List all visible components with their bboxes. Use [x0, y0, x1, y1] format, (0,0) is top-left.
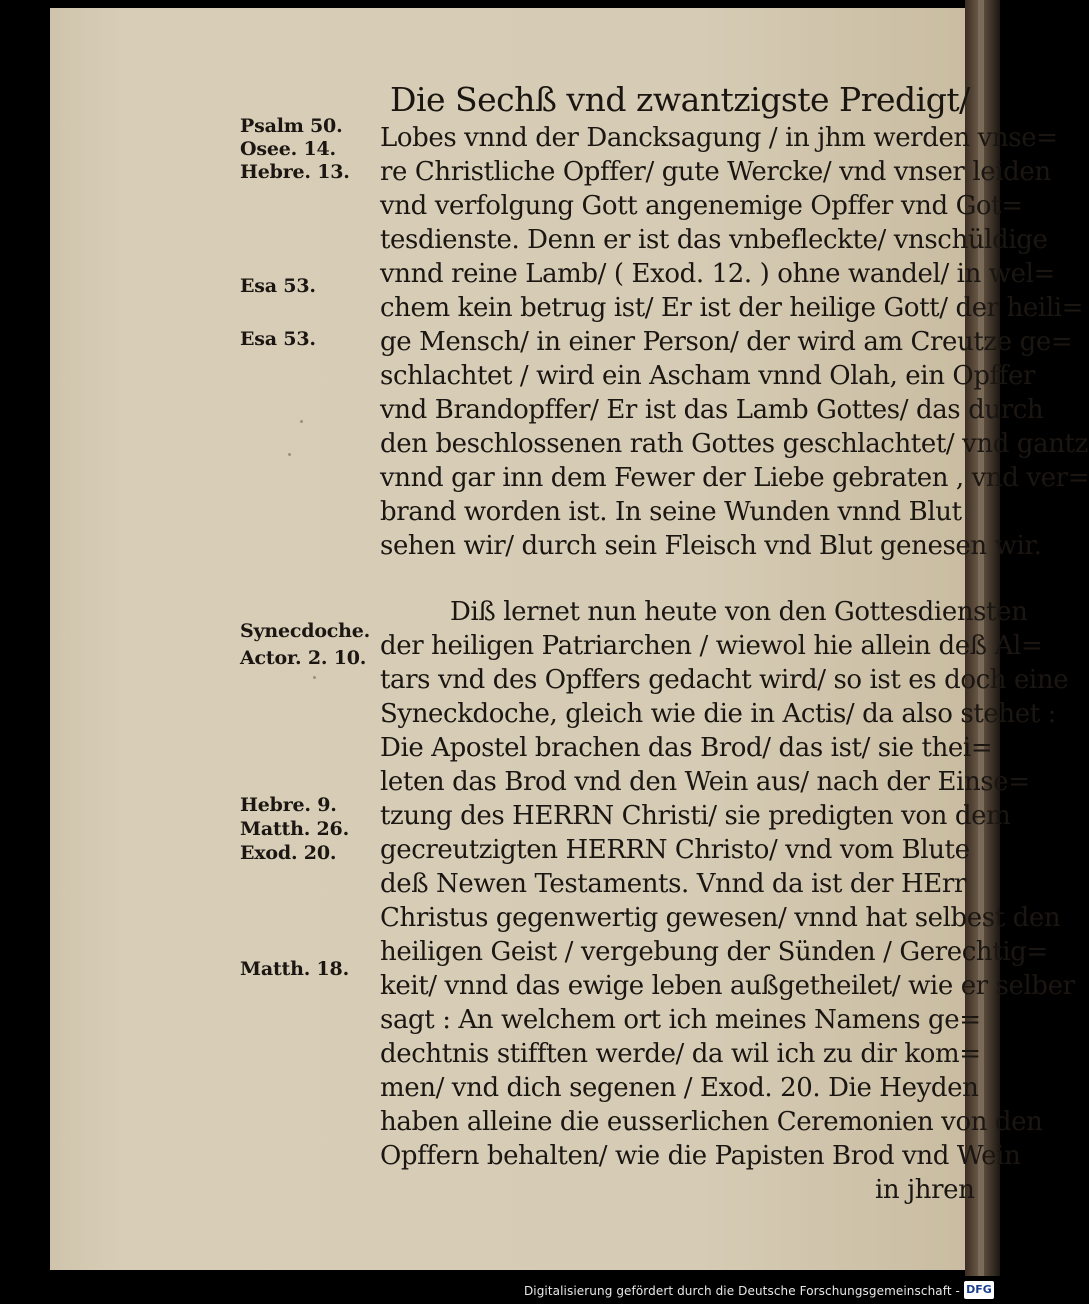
text-line: keit/ vnnd das ewige leben außgetheilet/ wie er selber — [380, 971, 1075, 1001]
margin-note: Exod. 20. — [240, 842, 337, 864]
text-line: vnd Brandopffer/ Er ist das Lamb Gottes/ das durch — [380, 395, 1044, 425]
text-line: haben alleine die eusserlichen Ceremonien von den — [380, 1107, 1043, 1137]
text-line: Die Apostel brachen das Brod/ das ist/ sie thei= — [380, 733, 993, 763]
text-line: deß Newen Testaments. Vnnd da ist der HErr — [380, 869, 966, 899]
text-line: Christus gegenwertig gewesen/ vnnd hat selbest den — [380, 903, 1061, 933]
paper-speck — [300, 420, 303, 423]
text-line: Opffern behalten/ wie die Papisten Brod vnd Wein — [380, 1141, 1021, 1171]
text-line: sehen wir/ durch sein Fleisch vnd Blut genesen wir. — [380, 531, 1042, 561]
paper-speck — [313, 676, 316, 679]
text-line: ge Mensch/ in einer Person/ der wird am Creutze ge= — [380, 327, 1073, 357]
margin-note: Hebre. 13. — [240, 161, 350, 183]
text-line: Syneckdoche, gleich wie die in Actis/ da also stehet : — [380, 699, 1056, 729]
margin-note: Osee. 14. — [240, 138, 336, 160]
text-line: der heiligen Patriarchen / wiewol hie allein deß Al= — [380, 631, 1043, 661]
margin-note: Esa 53. — [240, 275, 316, 297]
text-line: gecreutzigten HERRN Christo/ vnd vom Blute — [380, 835, 970, 865]
text-line: chem kein betrug ist/ Er ist der heilige Gott/ der heili= — [380, 293, 1084, 323]
text-line: schlachtet / wird ein Ascham vnnd Olah, ein Opffer — [380, 361, 1036, 391]
page-header: Die Sechß vnd zwantzigste Predigt/ — [390, 80, 970, 119]
margin-note: Actor. 2. 10. — [240, 647, 367, 669]
text-line: tzung des HERRN Christi/ sie predigten von dem — [380, 801, 1011, 831]
text-line: dechtnis stifften werde/ da wil ich zu dir kom= — [380, 1039, 981, 1069]
text-line: vnd verfolgung Gott angenemige Opffer vnd Got= — [380, 191, 1023, 221]
text-line: re Christliche Opffer/ gute Wercke/ vnd vnser leiden — [380, 157, 1051, 187]
text-line: Lobes vnnd der Dancksagung / in jhm werden vnse= — [380, 123, 1058, 153]
margin-note: Matth. 26. — [240, 818, 349, 840]
margin-note: Hebre. 9. — [240, 794, 337, 816]
text-line: tars vnd des Opffers gedacht wird/ so ist es doch eine — [380, 665, 1069, 695]
text-line: leten das Brod vnd den Wein aus/ nach der Einse= — [380, 767, 1030, 797]
margin-note: Psalm 50. — [240, 115, 343, 137]
text-line: heiligen Geist / vergebung der Sünden / Gerechtig= — [380, 937, 1048, 967]
margin-note: Matth. 18. — [240, 958, 349, 980]
text-line: vnnd reine Lamb/ ( Exod. 12. ) ohne wandel/ in wel= — [380, 259, 1055, 289]
dfg-logo: DFG — [964, 1281, 994, 1299]
text-line: vnnd gar inn dem Fewer der Liebe gebraten , vnd ver= — [380, 463, 1089, 493]
text-line: den beschlossenen rath Gottes geschlachtet/ vnd gantz — [380, 429, 1088, 459]
text-line: tesdienste. Denn er ist das vnbefleckte/ vnschüldige — [380, 225, 1048, 255]
catchword: in jhren — [875, 1175, 975, 1205]
footer-credit: Digitalisierung gefördert durch die Deutsche Forschungsgemeinschaft - — [523, 1284, 960, 1298]
margin-note: Synecdoche. — [240, 620, 371, 642]
text-line: sagt : An welchem ort ich meines Namens ge= — [380, 1005, 981, 1035]
paper-speck — [288, 453, 291, 456]
text-line: brand worden ist. In seine Wunden vnnd Blut — [380, 497, 962, 527]
text-line: men/ vnd dich segenen / Exod. 20. Die Heyden — [380, 1073, 979, 1103]
margin-note: Esa 53. — [240, 328, 316, 350]
text-line: Diß lernet nun heute von den Gottesdiensten — [450, 597, 1028, 627]
